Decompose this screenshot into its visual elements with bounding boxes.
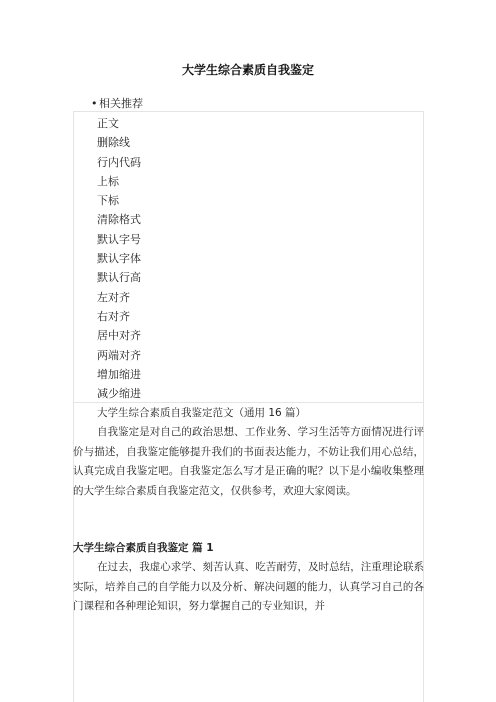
section-heading: 大学生综合素质自我鉴定 篇 1 <box>73 542 214 555</box>
menu-item-default-line-height[interactable]: 默认行高 <box>97 271 141 285</box>
article-subtitle: 大学生综合素质自我鉴定范文（通用 16 篇） <box>97 407 307 419</box>
menu-item-align-left[interactable]: 左对齐 <box>97 290 130 304</box>
format-menu <box>97 114 141 403</box>
related-recommendations[interactable] <box>91 95 143 111</box>
menu-item-decrease-indent[interactable]: 减少缩进 <box>97 387 141 401</box>
menu-item-justify[interactable]: 两端对齐 <box>97 348 141 362</box>
menu-item-align-right[interactable]: 右对齐 <box>97 309 130 323</box>
menu-item-increase-indent[interactable]: 增加缩进 <box>97 367 141 381</box>
related-label: 相关推荐 <box>99 97 143 110</box>
bullet-icon: • <box>91 97 98 110</box>
menu-item-inline-code[interactable]: 行内代码 <box>97 155 141 169</box>
intro-paragraph: 自我鉴定是对自己的政治思想、工作业务、学习生活等方面情况进行评价与描述，自我鉴定能够提升我们的书面表达能力，不妨让我们用心总结，认真完成自我鉴定吧。自我鉴定怎么写才是正确的呢？以下是小编收集整理的大学生综合素质自我鉴定范文，仅供参考，欢迎大家阅读。 <box>73 426 424 497</box>
menu-item-default-font-size[interactable]: 默认字号 <box>97 232 141 246</box>
menu-item-strikethrough[interactable]: 删除线 <box>97 136 130 150</box>
document-title: 大学生综合素质自我鉴定 <box>181 63 314 77</box>
menu-item-superscript[interactable]: 上标 <box>97 174 119 188</box>
article-body <box>73 404 424 617</box>
menu-item-align-center[interactable]: 居中对齐 <box>97 329 141 343</box>
section-paragraph: 在过去，我虚心求学、刻苦认真、吃苦耐劳，及时总结，注重理论联系实际，培养自己的自学能力以及分析、解决问题的能力，认真学习自己的各门课程和各种理论知识，努力掌握自己的专业知识，并 <box>73 561 424 613</box>
menu-item-body-text[interactable]: 正文 <box>97 117 119 130</box>
divider <box>73 402 424 403</box>
menu-item-clear-format[interactable]: 清除格式 <box>97 213 141 227</box>
menu-item-default-font[interactable]: 默认字体 <box>97 252 141 266</box>
menu-item-subscript[interactable]: 下标 <box>97 194 119 208</box>
